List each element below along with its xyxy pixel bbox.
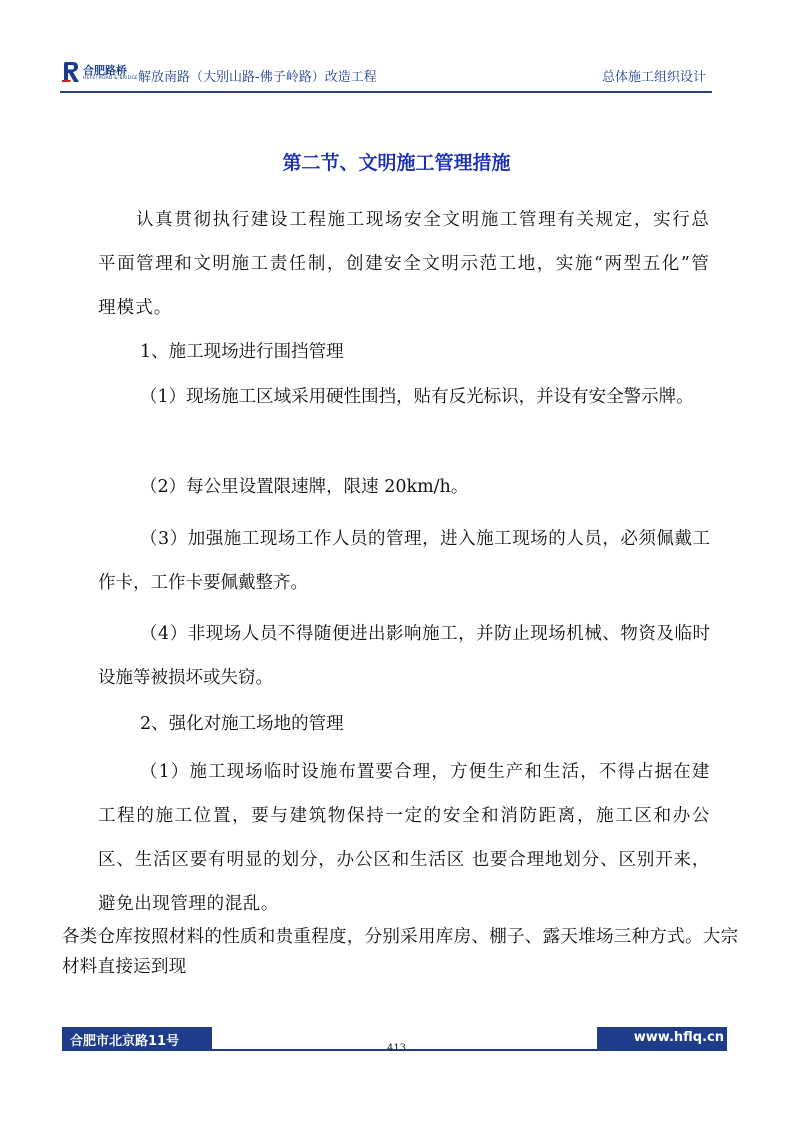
paragraph-item: （3）加强施工现场工作人员的管理，进入施工现场的人员，必须佩戴工作卡，工作卡要佩戴整齐。 (98, 529, 710, 593)
paragraph-item: （1）施工现场临时设施布置要合理，方便生产和生活，不得占据在建工程的施工位置，要与建筑物保持一定的安全和消防距离，施工区和办公区、生活区要有明显的划分，办公区和生活区 也要合理地划分、区别开来，避免出现管理的混乱。 (98, 762, 710, 914)
page-header (60, 58, 712, 92)
logo-name: 合肥路桥 (83, 64, 127, 77)
header-divider (60, 91, 712, 93)
paragraph-item: （2）每公里设置限速牌，限速 20km/h。 (140, 477, 469, 497)
paragraph-intro: 认真贯彻执行建设工程施工现场安全文明施工管理有关规定，实行总平面管理和文明施工责任制，创建安全文明示范工地，实施“两型五化”管理模式。 (98, 210, 710, 318)
logo-subtitle: HEFEI ROAD & BRIDGE (83, 76, 139, 81)
project-title: 解放南路（大别山路-佛子岭路）改造工程 (138, 70, 377, 85)
subheading-enclosure: 1、施工现场进行围挡管理 (140, 342, 344, 362)
logo-mark-icon (62, 61, 80, 83)
footer-address: 合肥市北京路11号 (70, 1034, 180, 1049)
paragraph-warehouse: 各类仓库按照材料的性质和贵重程度，分别采用库房、棚子、露天堆场三种方式。大宗材料直接运到现 (62, 927, 739, 977)
paragraph-item: （1）现场施工区域采用硬性围挡，贴有反光标识，并设有安全警示牌。 (140, 387, 694, 407)
footer-url[interactable]: www.hflq.cn (633, 1030, 724, 1045)
paragraph-item: （4）非现场人员不得随便进出影响施工，并防止现场机械、物资及临时设施等被损坏或失窃。 (98, 624, 710, 688)
section-title: 第二节、文明施工管理措施 (282, 152, 511, 174)
subheading-site-management: 2、强化对施工场地的管理 (140, 714, 344, 734)
company-logo (62, 61, 142, 91)
document-title: 总体施工组织设计 (601, 70, 706, 85)
page-number: 413 (386, 1043, 407, 1054)
